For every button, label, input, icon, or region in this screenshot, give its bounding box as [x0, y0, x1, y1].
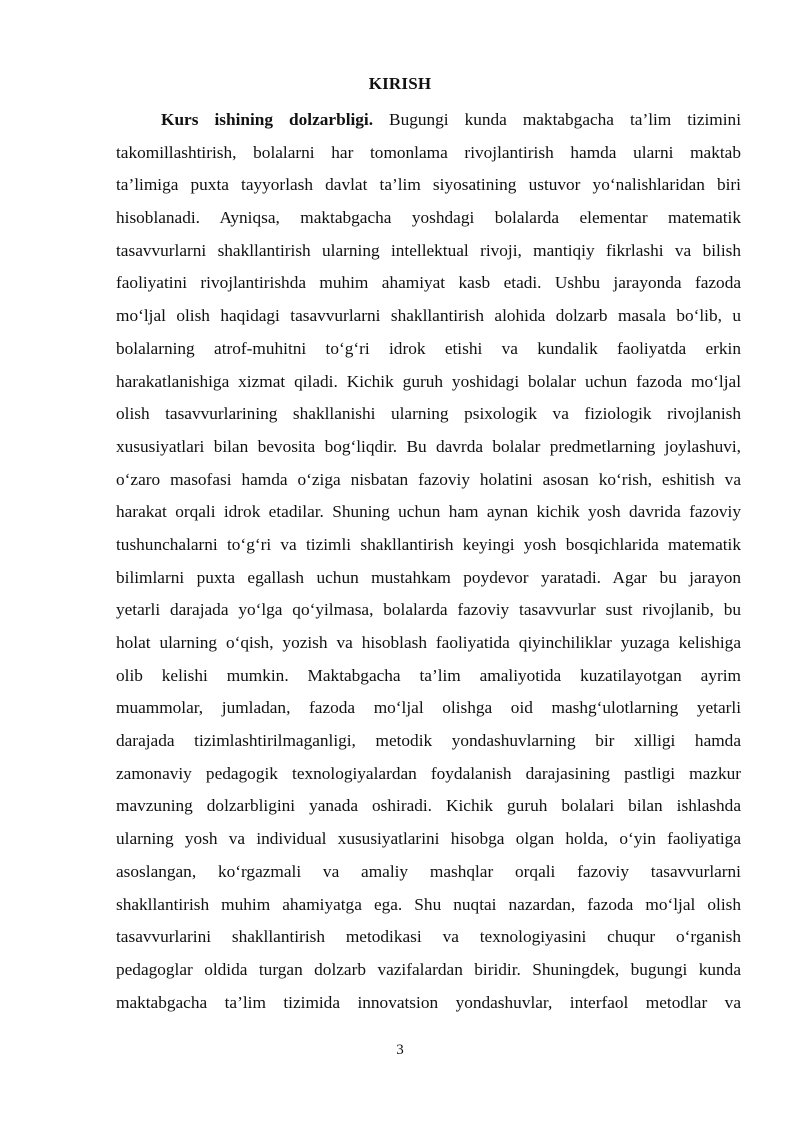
paragraph-line: bilimlarni puxta egallash uchun mustahkam poydevor yaratadi. Agar bu jarayon [116, 567, 741, 587]
paragraph-line: tasavvurlarni shakllantirish ularning intellektual rivoji, mantiqiy fikrlashi va bilish [116, 240, 741, 260]
paragraph-line: holat ularning o‘qish, yozish va hisoblash faoliyatida qiyinchiliklar yuzaga kelishiga [116, 633, 741, 652]
section-heading: KIRISH [368, 74, 432, 93]
paragraph-line: tasavvurlarini shakllantirish metodikasi va texnologiyasini chuqur o‘rganish [116, 927, 741, 947]
paragraph-line: maktabgacha ta’lim tizimida innovatsion yondashuvlar, interfaol metodlar va [116, 992, 741, 1012]
paragraph-line: asoslangan, ko‘rgazmali va amaliy mashqlar orqali fazoviy tasavvurlarni [116, 861, 741, 881]
paragraph-line: mo‘ljal olish haqidagi tasavvurlarni shakllantirish alohida dolzarb masala bo‘lib, u [116, 306, 741, 326]
paragraph-line: olish tasavvurlarining shakllanishi ularning psixologik va fiziologik rivojlanish [116, 404, 741, 424]
paragraph-line: ularning yosh va individual xususiyatlarini hisobga olgan holda, o‘yin faoliyatiga [116, 829, 741, 849]
paragraph-line: ta’limiga puxta tayyorlash davlat ta’lim siyosatining ustuvor yo‘nalishlaridan biri [116, 175, 741, 195]
line-text: Bugungi kunda maktabgacha ta’lim tizimini [373, 110, 741, 129]
paragraph-line: zamonaviy pedagogik texnologiyalardan foydalanish darajasining pastligi mazkur [116, 763, 741, 783]
page-number: 3 [396, 1042, 404, 1058]
paragraph-line: harakat orqali idrok etadilar. Shuning uchun ham aynan kichik yosh davrida fazoviy [116, 502, 741, 522]
paragraph-line: o‘zaro masofasi hamda o‘ziga nisbatan fazoviy holatini asosan ko‘rish, eshitish va [116, 469, 741, 489]
paragraph-line: takomillashtirish, bolalarni har tomonlama rivojlantirish hamda ularni maktab [116, 142, 741, 162]
paragraph-line: xususiyatlari bilan bevosita bog‘liqdir. Bu davrda bolalar predmetlarning joylashuvi, [116, 436, 741, 456]
paragraph-line: bolalarning atrof-muhitni to‘g‘ri idrok etishi va kundalik faoliyatda erkin [116, 338, 741, 358]
paragraph-line: olib kelishi mumkin. Maktabgacha ta’lim amaliyotida kuzatilayotgan ayrim [116, 665, 741, 685]
paragraph-line: faoliyatini rivojlantirishda muhim ahamiyat kasb etadi. Ushbu jarayonda fazoda [116, 273, 741, 293]
body-paragraph [116, 104, 741, 1019]
paragraph-line: mavzuning dolzarbligini yanada oshiradi. Kichik guruh bolalari bilan ishlashda [116, 796, 741, 816]
paragraph-line [116, 104, 741, 137]
lead-bold-text: Kurs ishining dolzarbligi. [161, 110, 374, 129]
paragraph-line: tushunchalarni to‘g‘ri va tizimli shakllantirish keyingi yosh bosqichlarida matematik [116, 534, 741, 554]
paragraph-line: harakatlanishiga xizmat qiladi. Kichik guruh yoshidagi bolalar uchun fazoda mo‘ljal [116, 371, 741, 391]
paragraph-line: muammolar, jumladan, fazoda mo‘ljal olishga oid mashg‘ulotlarning yetarli [116, 698, 741, 718]
paragraph-line: darajada tizimlashtirilmaganligi, metodik yondashuvlarning bir xilligi hamda [116, 731, 741, 751]
paragraph-line: shakllantirish muhim ahamiyatga ega. Shu nuqtai nazardan, fazoda mo‘ljal olish [116, 894, 741, 914]
paragraph-line: yetarli darajada yo‘lga qo‘yilmasa, bolalarda fazoviy tasavvurlar sust rivojlanib, bu [116, 600, 741, 620]
paragraph-line: hisoblanadi. Ayniqsa, maktabgacha yoshdagi bolalarda elementar matematik [116, 208, 741, 228]
paragraph-line: pedagoglar oldida turgan dolzarb vazifalardan biridir. Shuningdek, bugungi kunda [116, 959, 741, 979]
